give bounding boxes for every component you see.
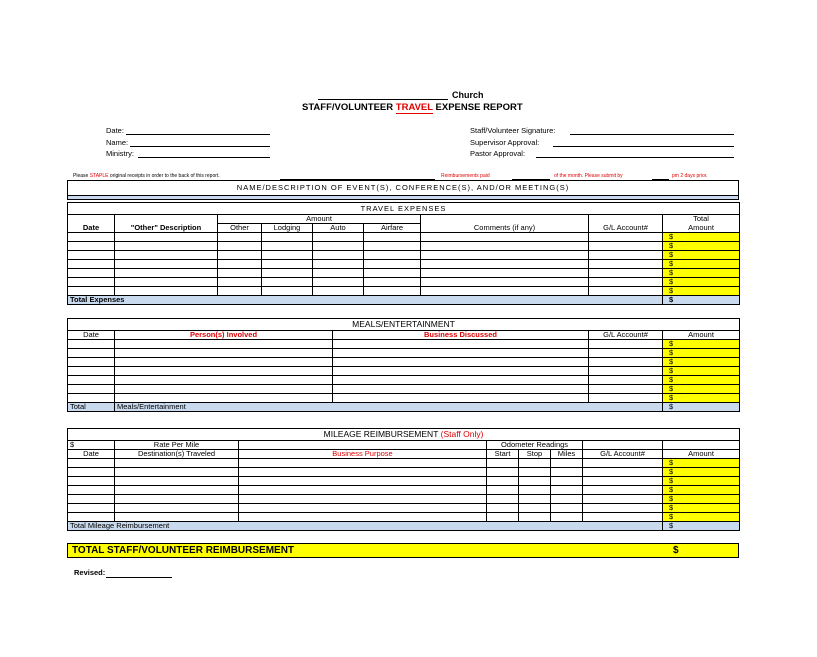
meals-amount-cell[interactable]: $	[663, 385, 740, 394]
meals-cell[interactable]	[115, 340, 333, 349]
travel-cell[interactable]	[313, 242, 364, 251]
travel-cell[interactable]	[364, 233, 421, 242]
meals-cell[interactable]	[115, 394, 333, 403]
church-name-line[interactable]	[318, 99, 448, 100]
mileage-row	[68, 477, 740, 486]
travel-cell[interactable]	[313, 269, 364, 278]
revised-field[interactable]	[106, 577, 172, 578]
meals-row	[68, 340, 740, 349]
title-post: EXPENSE REPORT	[432, 102, 523, 113]
travel-cell[interactable]	[589, 233, 663, 242]
col-gl-account: G/L Account#	[589, 224, 663, 233]
date-label: Date:	[106, 126, 124, 135]
mileage-cell[interactable]	[68, 477, 115, 486]
meals-cell[interactable]	[68, 385, 115, 394]
mileage-col-start: Start	[487, 450, 519, 459]
travel-cell[interactable]	[218, 269, 262, 278]
meals-col-business: Business Discussed	[333, 331, 589, 340]
mileage-table	[67, 428, 740, 531]
travel-cell[interactable]	[313, 233, 364, 242]
mileage-cell[interactable]	[115, 486, 239, 495]
meals-row	[68, 394, 740, 403]
meals-cell[interactable]	[589, 376, 663, 385]
travel-row	[68, 260, 740, 269]
meals-cell[interactable]	[333, 358, 589, 367]
meals-table	[67, 318, 740, 412]
meals-cell[interactable]	[333, 349, 589, 358]
mileage-cell[interactable]	[551, 486, 583, 495]
travel-cell[interactable]	[313, 260, 364, 269]
travel-cell[interactable]	[68, 269, 115, 278]
mileage-cell[interactable]	[115, 513, 239, 522]
mileage-cell[interactable]	[551, 504, 583, 513]
meals-cell[interactable]	[68, 367, 115, 376]
meals-col-gl: G/L Account#	[589, 331, 663, 340]
mileage-cell[interactable]	[583, 504, 663, 513]
travel-amount-cell[interactable]: $	[663, 278, 740, 287]
mileage-cell[interactable]	[583, 513, 663, 522]
travel-cell[interactable]	[115, 260, 218, 269]
meals-row	[68, 358, 740, 367]
travel-cell[interactable]	[421, 233, 589, 242]
meals-cell[interactable]	[589, 349, 663, 358]
mileage-cell[interactable]	[115, 459, 239, 468]
meals-amount-cell[interactable]: $	[663, 349, 740, 358]
col-other: Other	[218, 224, 262, 233]
meals-cell[interactable]	[115, 376, 333, 385]
name-label: Name:	[106, 138, 129, 147]
report-title	[302, 102, 523, 113]
travel-title: TRAVEL EXPENSES	[68, 203, 740, 215]
meals-cell[interactable]	[115, 358, 333, 367]
mileage-amount-cell[interactable]: $	[663, 495, 740, 504]
name-field[interactable]	[130, 146, 270, 147]
meals-cell[interactable]	[589, 394, 663, 403]
mileage-cell[interactable]	[487, 513, 519, 522]
meals-cell[interactable]	[115, 349, 333, 358]
notice-staple: Please STAPLE original receipts in order to the back of this report.	[73, 173, 220, 179]
mileage-cell[interactable]	[239, 504, 487, 513]
travel-cell[interactable]	[218, 287, 262, 296]
travel-cell[interactable]	[218, 260, 262, 269]
mileage-col-purpose: Business Purpose	[239, 450, 487, 459]
travel-cell[interactable]	[115, 251, 218, 260]
travel-cell[interactable]	[364, 251, 421, 260]
col-airfare: Airfare	[364, 224, 421, 233]
mileage-cell[interactable]	[519, 486, 551, 495]
travel-cell[interactable]	[421, 287, 589, 296]
meals-row	[68, 367, 740, 376]
meals-total-value: $	[663, 403, 740, 412]
total-expenses-label: Total Expenses	[68, 296, 663, 305]
travel-cell[interactable]	[421, 278, 589, 287]
mileage-col-amount: Amount	[663, 450, 740, 459]
travel-amount-cell[interactable]: $	[663, 251, 740, 260]
travel-cell[interactable]	[421, 260, 589, 269]
mileage-cell[interactable]	[68, 486, 115, 495]
signature-field[interactable]	[570, 134, 734, 135]
mileage-cell[interactable]	[239, 513, 487, 522]
mileage-cell[interactable]	[68, 468, 115, 477]
date-field[interactable]	[126, 134, 270, 135]
meals-col-date: Date	[68, 331, 115, 340]
meals-cell[interactable]	[68, 349, 115, 358]
travel-cell[interactable]	[115, 278, 218, 287]
mileage-cell[interactable]	[519, 477, 551, 486]
mileage-cell[interactable]	[487, 468, 519, 477]
meals-amount-cell[interactable]: $	[663, 340, 740, 349]
col-date: Date	[68, 224, 115, 233]
travel-cell[interactable]	[68, 242, 115, 251]
mileage-row	[68, 459, 740, 468]
meals-amount-cell[interactable]: $	[663, 376, 740, 385]
travel-cell[interactable]	[313, 251, 364, 260]
mileage-amount-cell[interactable]: $	[663, 486, 740, 495]
mileage-title-pre: MILEAGE REIMBURSEMENT	[323, 429, 441, 439]
travel-amount-cell[interactable]: $	[663, 242, 740, 251]
mileage-cell[interactable]	[239, 486, 487, 495]
mileage-amount-cell[interactable]: $	[663, 513, 740, 522]
grand-total-value: $	[673, 545, 679, 556]
travel-row	[68, 278, 740, 287]
meals-col-amount: Amount	[663, 331, 740, 340]
mileage-cell[interactable]	[583, 495, 663, 504]
meals-cell[interactable]	[68, 358, 115, 367]
col-auto: Auto	[313, 224, 364, 233]
meals-title: MEALS/ENTERTAINMENT	[68, 319, 740, 331]
odometer-header: Odometer Readings	[487, 441, 583, 450]
mileage-col-destination: Destination(s) Traveled	[115, 450, 239, 459]
meals-cell[interactable]	[589, 358, 663, 367]
supervisor-field[interactable]	[553, 146, 734, 147]
grand-total-label: TOTAL STAFF/VOLUNTEER REIMBURSEMENT	[72, 545, 295, 556]
mileage-col-date: Date	[68, 450, 115, 459]
title-pre: STAFF/VOLUNTEER	[302, 102, 396, 113]
col-other-description: "Other" Description	[115, 224, 218, 233]
notice-month: of the month. Please submit by	[554, 173, 623, 179]
travel-cell[interactable]	[218, 233, 262, 242]
travel-row	[68, 287, 740, 296]
mileage-cell[interactable]	[583, 486, 663, 495]
mileage-cell[interactable]	[68, 459, 115, 468]
travel-cell[interactable]	[364, 287, 421, 296]
notice-reimb: Reimbursements paid	[441, 173, 490, 179]
travel-cell[interactable]	[364, 242, 421, 251]
mileage-amount-cell[interactable]: $	[663, 468, 740, 477]
travel-amount-cell[interactable]: $	[663, 269, 740, 278]
mileage-cell[interactable]	[487, 486, 519, 495]
meals-cell[interactable]	[333, 376, 589, 385]
mileage-total-value: $	[663, 522, 740, 531]
travel-cell[interactable]	[115, 287, 218, 296]
travel-row	[68, 251, 740, 260]
mileage-cell[interactable]	[519, 504, 551, 513]
mileage-cell[interactable]	[551, 495, 583, 504]
mileage-row	[68, 495, 740, 504]
meals-cell[interactable]	[68, 394, 115, 403]
travel-cell[interactable]	[589, 287, 663, 296]
meals-cell[interactable]	[333, 340, 589, 349]
revised-label: Revised:	[74, 568, 106, 577]
rate-label: Rate Per Mile	[115, 441, 239, 450]
travel-cell[interactable]	[262, 242, 313, 251]
title-highlight: TRAVEL	[395, 102, 433, 113]
travel-cell[interactable]	[589, 251, 663, 260]
travel-cell[interactable]	[218, 251, 262, 260]
mileage-cell[interactable]	[239, 477, 487, 486]
meals-total-label: Total	[68, 403, 115, 412]
meals-row	[68, 385, 740, 394]
meals-cell[interactable]	[589, 367, 663, 376]
mileage-col-miles: Miles	[551, 450, 583, 459]
mileage-cell[interactable]	[519, 459, 551, 468]
travel-cell[interactable]	[589, 242, 663, 251]
travel-cell[interactable]	[421, 269, 589, 278]
ministry-field[interactable]	[138, 157, 270, 158]
mileage-cell[interactable]	[115, 495, 239, 504]
meals-cell[interactable]	[333, 385, 589, 394]
travel-cell[interactable]	[68, 260, 115, 269]
col-amount: Amount	[663, 224, 740, 233]
travel-row	[68, 233, 740, 242]
col-lodging: Lodging	[262, 224, 313, 233]
event-header: NAME/DESCRIPTION OF EVENT(S), CONFERENCE(S), AND/OR MEETING(S)	[68, 181, 739, 196]
travel-cell[interactable]	[421, 242, 589, 251]
travel-table	[67, 202, 740, 305]
meals-row	[68, 349, 740, 358]
mileage-cell[interactable]	[551, 468, 583, 477]
total-top-header: Total	[663, 215, 740, 224]
mileage-cell[interactable]	[68, 495, 115, 504]
travel-row	[68, 269, 740, 278]
mileage-cell[interactable]	[583, 459, 663, 468]
signature-label: Staff/Volunteer Signature:	[470, 126, 556, 135]
meals-cell[interactable]	[68, 340, 115, 349]
mileage-col-gl: G/L Account#	[583, 450, 663, 459]
travel-cell[interactable]	[68, 278, 115, 287]
travel-cell[interactable]	[262, 251, 313, 260]
pastor-field[interactable]	[536, 157, 734, 158]
meals-cell[interactable]	[333, 394, 589, 403]
mileage-cell[interactable]	[115, 504, 239, 513]
mileage-cell[interactable]	[519, 468, 551, 477]
amount-group-header: Amount	[218, 215, 421, 224]
mileage-cell[interactable]	[239, 495, 487, 504]
mileage-row	[68, 486, 740, 495]
travel-cell[interactable]	[589, 278, 663, 287]
travel-amount-cell[interactable]: $	[663, 233, 740, 242]
mileage-cell[interactable]	[519, 513, 551, 522]
meals-cell[interactable]	[68, 376, 115, 385]
travel-amount-cell[interactable]: $	[663, 287, 740, 296]
rate-dollar: $	[68, 441, 115, 450]
mileage-amount-cell[interactable]: $	[663, 459, 740, 468]
meals-cell[interactable]	[115, 385, 333, 394]
mileage-col-stop: Stop	[519, 450, 551, 459]
meals-cell[interactable]	[333, 367, 589, 376]
meals-row	[68, 376, 740, 385]
mileage-cell[interactable]	[487, 504, 519, 513]
mileage-cell[interactable]	[115, 477, 239, 486]
travel-cell[interactable]	[313, 287, 364, 296]
meals-amount-cell[interactable]: $	[663, 394, 740, 403]
meals-amount-cell[interactable]: $	[663, 358, 740, 367]
travel-cell[interactable]	[262, 278, 313, 287]
mileage-staff-only: (Staff Only)	[440, 429, 484, 439]
travel-row	[68, 242, 740, 251]
mileage-cell[interactable]	[551, 477, 583, 486]
travel-cell[interactable]	[364, 278, 421, 287]
travel-cell[interactable]	[218, 278, 262, 287]
meals-amount-cell[interactable]: $	[663, 367, 740, 376]
mileage-cell[interactable]	[487, 459, 519, 468]
travel-cell[interactable]	[364, 260, 421, 269]
pastor-label: Pastor Approval:	[470, 149, 526, 158]
meals-cell[interactable]	[589, 385, 663, 394]
mileage-cell[interactable]	[583, 468, 663, 477]
travel-cell[interactable]	[313, 278, 364, 287]
mileage-amount-cell[interactable]: $	[663, 477, 740, 486]
travel-cell[interactable]	[262, 269, 313, 278]
travel-cell[interactable]	[68, 251, 115, 260]
travel-cell[interactable]	[589, 260, 663, 269]
mileage-cell[interactable]	[551, 513, 583, 522]
mileage-row	[68, 468, 740, 477]
travel-cell[interactable]	[421, 251, 589, 260]
travel-cell[interactable]	[262, 233, 313, 242]
church-label: Church	[452, 90, 484, 100]
total-expenses-value: $	[663, 296, 740, 305]
mileage-cell[interactable]	[487, 495, 519, 504]
mileage-title	[68, 429, 740, 441]
rate-field[interactable]	[239, 441, 487, 450]
travel-cell[interactable]	[262, 260, 313, 269]
supervisor-label: Supervisor Approval:	[470, 138, 540, 147]
travel-cell[interactable]	[115, 269, 218, 278]
meals-cell[interactable]	[589, 340, 663, 349]
mileage-cell[interactable]	[68, 513, 115, 522]
travel-amount-cell[interactable]: $	[663, 260, 740, 269]
mileage-row	[68, 504, 740, 513]
mileage-cell[interactable]	[239, 468, 487, 477]
meals-total-label2: Meals/Entertainment	[115, 403, 663, 412]
mileage-cell[interactable]	[583, 477, 663, 486]
notice-prior: pm 2 days prior.	[672, 173, 708, 179]
mileage-cell[interactable]	[519, 495, 551, 504]
mileage-cell[interactable]	[115, 468, 239, 477]
mileage-row	[68, 513, 740, 522]
meals-col-persons: Person(s) Involved	[115, 331, 333, 340]
mileage-cell[interactable]	[239, 459, 487, 468]
ministry-label: Ministry:	[106, 149, 134, 158]
travel-cell[interactable]	[115, 242, 218, 251]
mileage-total-label: Total Mileage Reimbursement	[68, 522, 663, 531]
col-comments: Comments (if any)	[421, 224, 589, 233]
travel-cell[interactable]	[68, 287, 115, 296]
event-name-field[interactable]	[68, 196, 739, 200]
mileage-cell[interactable]	[68, 504, 115, 513]
event-header-table	[67, 180, 739, 200]
travel-cell[interactable]	[262, 287, 313, 296]
grand-total-bar	[67, 543, 739, 558]
mileage-cell[interactable]	[551, 459, 583, 468]
meals-cell[interactable]	[115, 367, 333, 376]
travel-cell[interactable]	[364, 269, 421, 278]
mileage-cell[interactable]	[487, 477, 519, 486]
travel-cell[interactable]	[589, 269, 663, 278]
travel-cell[interactable]	[68, 233, 115, 242]
travel-cell[interactable]	[218, 242, 262, 251]
travel-cell[interactable]	[115, 233, 218, 242]
mileage-amount-cell[interactable]: $	[663, 504, 740, 513]
